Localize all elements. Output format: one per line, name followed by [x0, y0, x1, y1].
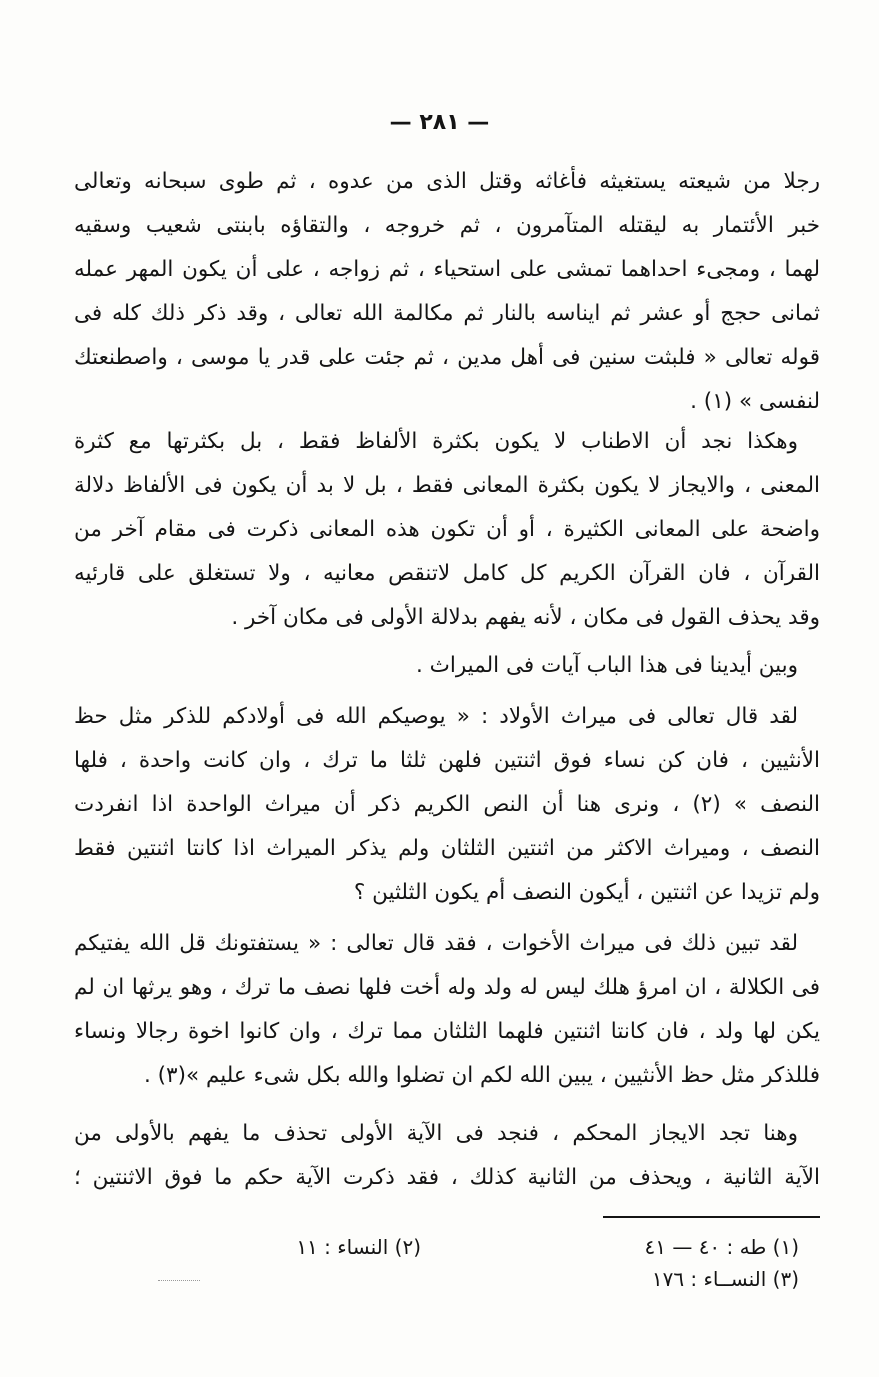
text-line: لنفسى » (١) . [690, 389, 820, 414]
text-line: القرآن ، فان القرآن الكريم كل كامل لاتنقص معانيه ، ولا تستغلق على قارئيه [74, 561, 820, 586]
text-line: قوله تعالى « فلبثت سنين فى أهل مدين ، ثم جئت على قدر يا موسى ، واصطنعتك [74, 345, 820, 370]
text-line: وهنا تجد الايجاز المحكم ، فنجد فى الآية الأولى تحذف ما يفهم بالأولى من [74, 1121, 798, 1146]
footnote-1: (١) طه : ٤٠ — ٤١ [644, 1235, 799, 1259]
paragraph [74, 644, 820, 688]
text-line: النصف » (٢) ، ونرى هنا أن النص الكريم ذكر أن ميراث الواحدة اذا انفردت [74, 792, 820, 817]
text-line: النصف ، وميراث الاكثر من اثنتين الثلثان ولم يذكر الميراث اذا كانتا اثنتين فقط [74, 836, 820, 861]
paragraph [74, 420, 820, 640]
footnote-divider [603, 1216, 820, 1218]
text-line: ولم تزيدا عن اثنتين ، أيكون النصف أم يكون الثلثين ؟ [353, 880, 820, 905]
text-line: وبين أيدينا فى هذا الباب آيات فى الميراث . [415, 653, 798, 678]
text-line: المعنى ، والايجاز لا يكون بكثرة المعانى فقط ، بل لا بد أن يكون فى الألفاظ دلالة [74, 473, 820, 498]
text-line: فى الكلالة ، ان امرؤ هلك ليس له ولد وله أخت فلها نصف ما ترك ، وهو يرثها ان لم [74, 975, 820, 1000]
text-line: لقد قال تعالى فى ميراث الأولاد : « يوصيكم الله فى أولادكم للذكر مثل حظ [74, 704, 798, 729]
text-line: لهما ، ومجىء احداهما تمشى على استحياء ، ثم زواجه ، على أن يكون المهر عمله [74, 257, 820, 282]
footnote-3: (٣) النســاء : ١٧٦ [651, 1267, 799, 1291]
text-line: يكن لها ولد ، فان كانتا اثنتين فلهما الثلثان مما ترك ، وان كانوا اخوة رجالا ونساء [74, 1019, 820, 1044]
text-line: الأنثيين ، فان كن نساء فوق اثنتين فلهن ثلثا ما ترك ، وان كانت واحدة ، فلها [74, 748, 820, 773]
text-line: واضحة على المعانى الكثيرة ، أو أن تكون هذه المعانى ذكرت فى مقام آخر من [74, 517, 820, 542]
text-line: وقد يحذف القول فى مكان ، لأنه يفهم بدلالة الأولى فى مكان آخر . [231, 605, 820, 630]
text-line: وهكذا نجد أن الاطناب لا يكون بكثرة الألفاظ فقط ، بل بكثرتها مع كثرة [74, 429, 798, 454]
text-line: الآية الثانية ، ويحذف من الثانية كذلك ، فقد ذكرت الآية حكم ما فوق الاثنتين ؛ [74, 1165, 820, 1190]
footnote-2: (٢) النساء : ١١ [296, 1235, 421, 1259]
scan-artifact [158, 1280, 200, 1281]
text-line: ثمانى حجج أو عشر ثم ايناسه بالنار ثم مكالمة الله تعالى ، وقد ذكر ذلك كله فى [74, 301, 820, 326]
text-line: خبر الأئتمار به ليقتله المتآمرون ، ثم خروجه ، والتقاؤه بابنتى شعيب وسقيه [74, 213, 820, 238]
text-line: فللذكر مثل حظ الأنثيين ، يبين الله لكم ان تضلوا والله بكل شىء عليم »(٣) . [143, 1063, 820, 1088]
text-line: رجلا من شيعته يستغيثه فأغاثه وقتل الذى من عدوه ، ثم طوى سبحانه وتعالى [74, 169, 820, 194]
paragraph [74, 1112, 820, 1200]
paragraph [74, 922, 820, 1098]
text-line: لقد تبين ذلك فى ميراث الأخوات ، فقد قال تعالى : « يستفتونك قل الله يفتيكم [74, 931, 798, 956]
page-number: — ٢٨١ — [389, 110, 490, 135]
paragraph [74, 160, 820, 424]
paragraph [74, 695, 820, 915]
